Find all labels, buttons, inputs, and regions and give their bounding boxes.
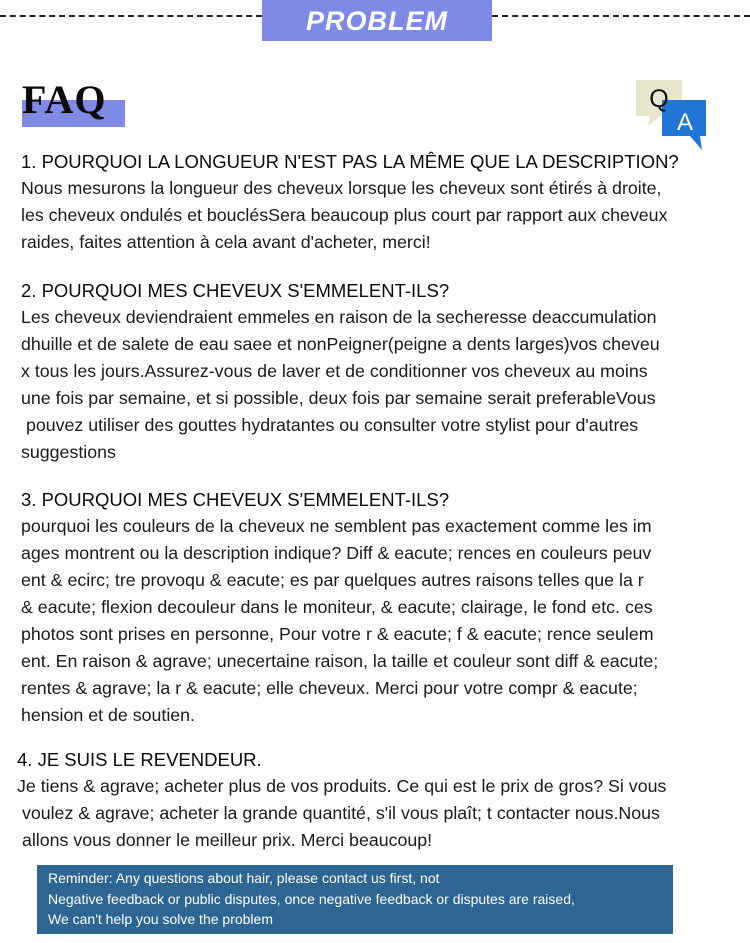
- answer-line: pouvez utiliser des gouttes hydratantes ou consulter votre stylist pour d'autres: [21, 415, 639, 435]
- faq-item-1: [0, 151, 750, 256]
- question-title: 4. JE SUIS LE REVENDEUR.: [17, 749, 262, 770]
- reminder-line: Reminder: Any questions about hair, please contact us first, not: [48, 870, 440, 886]
- answer-line: rentes & agrave; la r & eacute; elle cheveux. Merci pour votre compr & eacute;: [21, 678, 638, 698]
- faq-item-3: [0, 489, 750, 729]
- question-title: 3. POURQUOI MES CHEVEUX S'EMMELENT-ILS?: [21, 489, 450, 510]
- svg-text:A: A: [676, 109, 694, 136]
- answer-text: [21, 513, 750, 729]
- svg-text:Q: Q: [649, 85, 669, 113]
- faq-item-4: [0, 749, 750, 854]
- answer-line: & eacute; flexion decouleur dans le moniteur, & eacute; clairage, le fond etc. ces: [21, 597, 653, 617]
- answer-line: hension et de soutien.: [21, 705, 195, 725]
- answer-line: les cheveux ondulés et bouclésSera beaucoup plus court par rapport aux cheveux: [21, 205, 668, 225]
- answer-line: une fois par semaine, et si possible, deux fois par semaine serait preferableVous: [21, 388, 656, 408]
- answer-line: voulez & agrave; acheter la grande quantité, s'il vous plaît; t contacter nous.Nous: [17, 803, 660, 823]
- answer-line: suggestions: [21, 442, 116, 462]
- answer-line: Je tiens & agrave; acheter plus de vos produits. Ce qui est le prix de gros? Si vous: [17, 776, 667, 796]
- answer-text: [21, 175, 750, 256]
- answer-line: ent. En raison & agrave; unecertaine raison, la taille et couleur sont diff & eacute;: [21, 651, 659, 671]
- question-title: 1. POURQUOI LA LONGUEUR N'EST PAS LA MÊME QUE LA DESCRIPTION?: [21, 151, 679, 172]
- answer-line: raides, faites attention à cela avant d'acheter, merci!: [21, 232, 431, 252]
- answer-line: pourquoi les couleurs de la cheveux ne semblent pas exactement comme les im: [21, 516, 652, 536]
- question-title: 2. POURQUOI MES CHEVEUX S'EMMELENT-ILS?: [21, 280, 450, 301]
- answer-text: [21, 304, 750, 466]
- header-divider-left: [0, 15, 262, 17]
- qa-icon: [634, 78, 710, 152]
- answer-line: Nous mesurons la longueur des cheveux lorsque les cheveux sont étirés à droite,: [21, 178, 662, 198]
- answer-line: dhuille et de salete de eau saee et nonPeigner(peigne a dents larges)vos cheveu: [21, 334, 660, 354]
- header-divider-right: [492, 15, 750, 17]
- problem-banner: PROBLEM: [262, 0, 492, 41]
- answer-line: ages montrent ou la description indique? Diff & eacute; rences en couleurs peuv: [21, 543, 652, 563]
- answer-line: allons vous donner le meilleur prix. Merci beaucoup!: [17, 830, 433, 850]
- reminder-line: Negative feedback or public disputes, once negative feedback or disputes are raised,: [48, 890, 575, 907]
- answer-line: ent & ecirc; tre provoqu & eacute; es par quelques autres raisons telles que la r: [21, 570, 644, 590]
- reminder-box: [37, 865, 673, 934]
- faq-title: FAQ: [22, 77, 107, 122]
- faq-item-2: [0, 280, 750, 466]
- answer-line: photos sont prises en personne, Pour votre r & eacute; f & eacute; rence seulem: [21, 624, 654, 644]
- answer-line: Les cheveux deviendraient emmeles en raison de la secheresse deaccumulation: [21, 307, 657, 327]
- reminder-line: We can't help you solve the problem: [48, 911, 273, 927]
- answer-line: x tous les jours.Assurez-vous de laver et de conditionner vos cheveux au moins: [21, 361, 648, 381]
- answer-text: [17, 773, 750, 854]
